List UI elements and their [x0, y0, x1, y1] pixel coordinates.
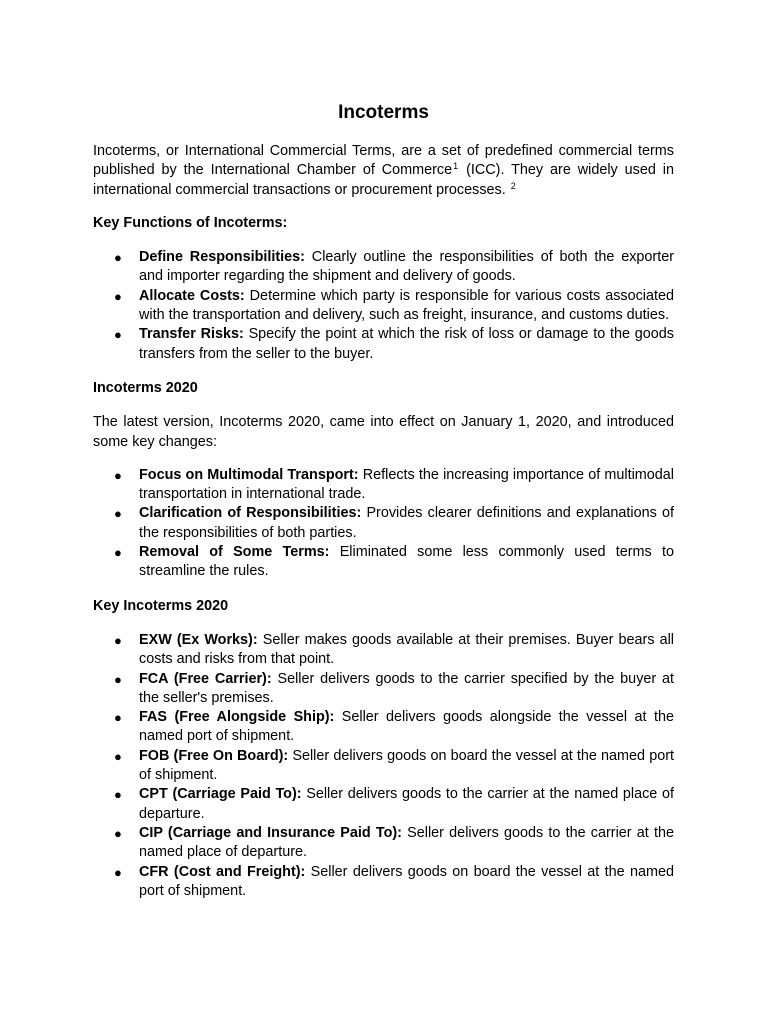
bullet-icon: ●: [114, 825, 122, 841]
list-item-term: FOB (Free On Board):: [139, 747, 289, 764]
list-item-term: Clarification of Responsibilities:: [139, 505, 362, 522]
bullet-icon: ●: [114, 748, 122, 764]
bullet-icon: ●: [114, 632, 122, 648]
section-heading-2020: Incoterms 2020: [93, 379, 198, 396]
list-item: [93, 708, 674, 747]
list-item-text: Seller delivers goods to the carrier specified by the buyer at the seller's premises.: [139, 670, 674, 706]
list-item-term: CFR (Cost and Freight):: [139, 863, 306, 880]
list-item-term: FAS (Free Alongside Ship):: [139, 709, 335, 726]
list-item-text: Seller delivers goods to the carrier at the named place of departure.: [139, 786, 674, 822]
list-item-term: EXW (Ex Works):: [139, 631, 258, 648]
changes-list: [93, 466, 674, 582]
list-item: [93, 325, 674, 364]
document-page: [93, 96, 674, 916]
list-item-term: Focus on Multimodal Transport:: [139, 466, 359, 483]
list-item-text: Provides clearer definitions and explanations of the responsibilities of both parties.: [139, 505, 674, 541]
document-title: Incoterms: [338, 102, 429, 123]
intro-text-part2: (ICC). They are widely used in international commercial transactions or procurement processes.: [93, 162, 675, 198]
bullet-icon: ●: [114, 288, 122, 304]
list-item-term: FCA (Free Carrier):: [139, 670, 272, 687]
list-item-text: Seller delivers goods on board the vessel at the named port of shipment.: [139, 863, 674, 899]
list-item-term: Define Responsibilities:: [139, 249, 305, 266]
list-item-text: Eliminated some less commonly used terms to streamline the rules.: [139, 544, 674, 580]
intro-text-part1: Incoterms, or International Commercial Terms, are a set of predefined commercial terms published by the International Chamber of Commerce: [93, 143, 674, 179]
list-item: [93, 466, 674, 505]
bullet-icon: ●: [114, 506, 122, 522]
bullet-icon: ●: [114, 327, 122, 343]
bullet-icon: ●: [114, 545, 122, 561]
bullet-icon: ●: [114, 467, 122, 483]
list-item-text: Seller makes goods available at their premises. Buyer bears all costs and risks from that point.: [139, 631, 674, 668]
list-item-text: Seller delivers goods on board the vessel at the named port of shipment.: [139, 747, 674, 784]
list-item-text: Specify the point at which the risk of loss or damage to the goods transfers from the seller to the buyer.: [139, 326, 674, 362]
list-item-term: CIP (Carriage and Insurance Paid To):: [139, 824, 402, 841]
list-item: [93, 824, 674, 863]
list-item-text: Reflects the increasing importance of multimodal transportation in international trade.: [139, 466, 674, 503]
bullet-icon: ●: [114, 671, 122, 687]
list-item-term: Removal of Some Terms:: [139, 544, 330, 561]
section-heading-keyterms: Key Incoterms 2020: [93, 597, 229, 614]
functions-list: [93, 248, 674, 364]
section-heading-functions: Key Functions of Incoterms:: [93, 214, 288, 231]
intro-paragraph: [93, 142, 674, 200]
list-item-text: Seller delivers goods alongside the vessel at the named port of shipment.: [139, 709, 674, 745]
keyterms-list: [93, 631, 674, 901]
list-item: [93, 287, 674, 326]
footnote-ref-2[interactable]: 2: [510, 180, 516, 191]
bullet-icon: ●: [114, 787, 122, 803]
list-item-text: Clearly outline the responsibilities of both the exporter and importer regarding the shipment and delivery of goods.: [139, 249, 675, 285]
bullet-icon: ●: [114, 864, 122, 880]
list-item-term: Allocate Costs:: [139, 287, 245, 304]
list-item: [93, 785, 674, 824]
bullet-icon: ●: [114, 250, 122, 266]
list-item: [93, 543, 674, 582]
list-item: [93, 248, 674, 287]
bullet-icon: ●: [114, 710, 122, 726]
footnote-ref-1[interactable]: 1: [453, 161, 459, 172]
list-item-term: CPT (Carriage Paid To):: [139, 786, 302, 803]
list-item: [93, 863, 674, 902]
list-item: [93, 670, 674, 709]
list-item: [93, 747, 674, 786]
list-item: [93, 631, 674, 670]
list-item: [93, 504, 674, 543]
version-2020-paragraph: The latest version, Incoterms 2020, came into effect on January 1, 2020, and introduced some key changes:: [93, 414, 674, 450]
list-item-text: Seller delivers goods to the carrier at the named place of departure.: [139, 824, 674, 861]
list-item-text: Determine which party is responsible for various costs associated with the transportation and delivery, such as freight, insurance, and customs duties.: [139, 287, 674, 324]
list-item-term: Transfer Risks:: [139, 326, 244, 343]
